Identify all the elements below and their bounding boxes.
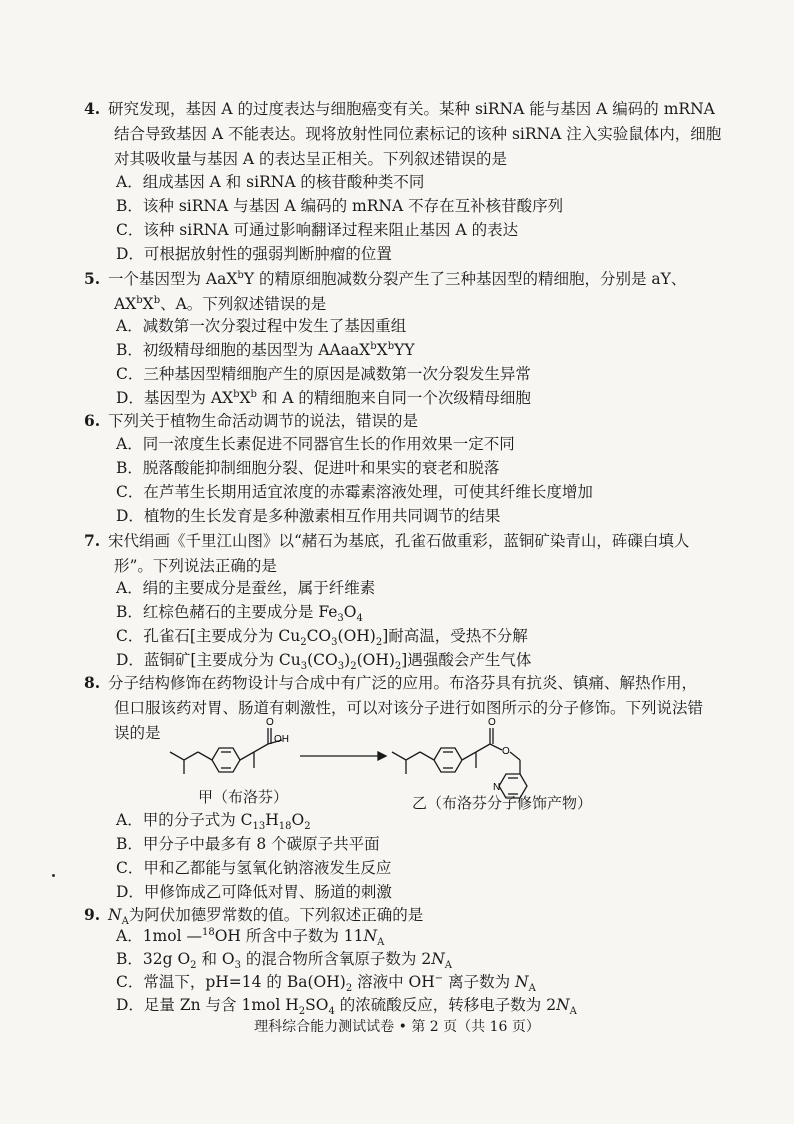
- option-d: D．足量 Zn 与含 1mol $H_2SO_4$ 的浓硫酸反应，转移电子数为 $2N_A$: [116, 996, 577, 1018]
- option-c: C．三种基因型精细胞产生的原因是减数第一次分裂发生异常: [116, 365, 531, 383]
- carbonyl-o-label: O: [488, 717, 496, 728]
- question-7-stem: [84, 528, 724, 579]
- option-c: C．在芦苇生长期用适宜浓度的赤霉素溶液处理，可使其纤维长度增加: [116, 483, 593, 501]
- question-6-stem: [84, 408, 724, 434]
- ester-o-label: O: [502, 746, 510, 757]
- caption-product: 乙（布洛芬分子修饰产物）: [412, 794, 593, 812]
- caption-ibuprofen: 甲（布洛芬）: [198, 788, 289, 806]
- option-a: A．组成基因 A 和 siRNA 的核苷酸种类不同: [116, 173, 425, 191]
- option-d: D．植物的生长发育是多种激素相互作用共同调节的结果: [116, 507, 501, 525]
- question-text: 分子结构修饰在药物设计与合成中有广泛的应用。布洛芬具有抗炎、镇痛、解热作用，: [108, 674, 698, 692]
- option-b: B．32g $O_2$ 和 $O_3$ 的混合物所含氧原子数为 $2N_A$: [116, 950, 452, 972]
- question-text: $N_A$为阿伏加德罗常数的值。下列叙述正确的是: [108, 906, 424, 928]
- option-a: A．绢的主要成分是蚕丝，属于纤维素: [116, 579, 376, 597]
- option-b: B．初级精母细胞的基因型为 $AAaaX^bX^bYY$: [116, 340, 415, 359]
- option-d: D．蓝铜矿[主要成分为 $Cu_3(CO_3)_2(OH)_2$]遇强酸会产生气体: [116, 651, 532, 673]
- option-b: B．甲分子中最多有 8 个碳原子共平面: [116, 835, 380, 853]
- question-text: 对其吸收量与基因 A 的表达呈正相关。下列叙述错误的是: [114, 150, 508, 168]
- isobutyl-bond: [170, 752, 198, 760]
- option-d: D．甲修饰成乙可降低对胃、肠道的刺激: [116, 883, 392, 901]
- question-text: 结合导致基因 A 不能表达。现将放射性同位素标记的该种 siRNA 注入实验鼠体内，细胞: [114, 125, 722, 143]
- question-text: 下列关于植物生命活动调节的说法，错误的是: [108, 412, 419, 430]
- option-d: D．基因型为 $AX^bX^b$ 和 A 的精细胞来自同一个次级精母细胞: [116, 388, 531, 407]
- option-b: B．脱落酸能抑制细胞分裂、促进叶和果实的衰老和脱落: [116, 459, 500, 477]
- hydroxyl-label: OH: [274, 734, 289, 745]
- option-a: A．甲的分子式为 $C_{13}H_{18}O_2$: [116, 811, 311, 833]
- option-b: B．该种 siRNA 与基因 A 编码的 mRNA 不存在互补核苷酸序列: [116, 197, 564, 215]
- question-number: 5.: [84, 269, 101, 288]
- option-a: A．同一浓度生长素促进不同器官生长的作用效果一定不同: [116, 435, 515, 453]
- question-4-stem: [84, 96, 724, 172]
- question-text: 一个基因型为 AaX$^b$Y 的精原细胞减数分裂产生了三种基因型的精细胞，分别是 aY、: [108, 269, 687, 288]
- option-c: C．甲和乙都能与氢氧化钠溶液发生反应: [116, 859, 392, 877]
- page-footer: 理科综合能力测试试卷 • 第 2 页（共 16 页）: [254, 1019, 540, 1035]
- option-c: C．该种 siRNA 可通过影响翻译过程来阻止基因 A 的表达: [116, 221, 519, 239]
- question-number: 9.: [84, 905, 101, 924]
- option-a: A．减数第一次分裂过程中发生了基因重组: [116, 317, 407, 335]
- question-number: 8.: [84, 673, 101, 692]
- option-d: D．可根据放射性的强弱判断肿瘤的位置: [116, 245, 392, 263]
- question-number: 6.: [84, 411, 101, 430]
- question-text: 误的是: [114, 724, 161, 742]
- question-5-stem: [84, 266, 724, 317]
- question-text: 形”。下列说法正确的是: [114, 557, 277, 575]
- option-b: B．红棕色赭石的主要成分是 $Fe_3O_4$: [116, 603, 363, 625]
- question-text: 研究发现，基因 A 的过度表达与细胞癌变有关。某种 siRNA 能与基因 A 编码的 mRNA: [108, 100, 715, 118]
- stray-mark: [52, 874, 55, 877]
- question-text: 宋代绢画《千里江山图》以“赭石为基底，孔雀石做重彩，蓝铜矿染青山，砗磲白填人: [108, 532, 690, 550]
- nitrogen-label: N: [493, 782, 501, 793]
- option-a: A．1mol —$^{18}$OH 所含中子数为 $11N_A$: [116, 926, 385, 949]
- question-text: 但口服该药对胃、肠道有刺激性，可以对该分子进行如图所示的分子修饰。下列说法错: [114, 699, 704, 717]
- question-number: 4.: [84, 99, 101, 118]
- option-c: C．常温下，pH=14 的 $Ba(OH)_2$ 溶液中 OH− 离子数为 $N_A$: [116, 972, 536, 995]
- carbonyl-o-label: O: [266, 717, 274, 728]
- option-c: C．孔雀石[主要成分为 $Cu_2CO_3(OH)_2$]耐高温，受热不分解: [116, 627, 528, 649]
- question-number: 7.: [84, 531, 101, 550]
- question-text: $AX^bX^b$、A。下列叙述错误的是: [114, 294, 327, 313]
